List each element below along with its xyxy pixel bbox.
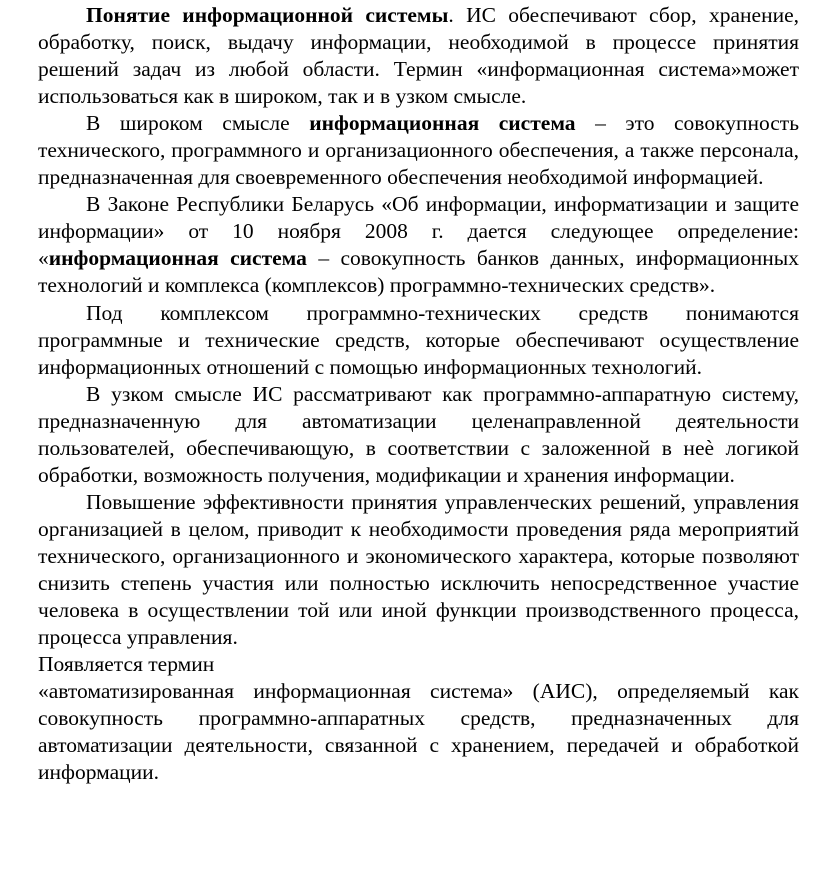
term-intro-line: Появляется термин	[38, 652, 215, 677]
term-information-system: информационная система	[309, 111, 576, 136]
paragraph-broad-sense	[38, 110, 799, 191]
paragraph-text: В Законе Республики Беларусь «Об информации, информатизации и защите информации» от 10 ноября 2008 г. дается следующее определение: «	[38, 192, 799, 271]
paragraph-is-concept	[38, 2, 799, 110]
paragraph-text: В узком смысле ИС рассматривают как программно-аппаратную систему, предназначенную для автоматизации целенаправленной деятельности пользователей, обеспечивающую, в соответствии с заложенной в неѐ логикой обработки, возможность получения, модификации и хранения информации.	[38, 381, 799, 487]
paragraph-narrow-sense	[38, 381, 799, 489]
paragraph-text: Повышение эффективности принятия управленческих решений, управления организацией в целом, приводит к необходимости проведения ряда мероприятий технического, организационного и экономического характера, которые позволяют снизить степень участия или полностью исключить непосредственное участие человека в осуществлении той или иной функции производственного процесса, процесса управления.	[38, 489, 799, 650]
term-is-concept: Понятие информационной системы	[86, 3, 449, 27]
paragraph-efficiency	[38, 489, 799, 651]
document-page	[38, 2, 799, 786]
paragraph-text: Под комплексом программно-технических средств понимаются программные и технические средств, которые обеспечивают осуществление информационных отношений с помощью информационных технологий.	[38, 300, 799, 379]
paragraph-text: . ИС обеспечивают сбор, хранение, обработку, поиск, выдачу информации, необходимой в процессе принятия решений задач из любой области. Термин «информационная система»может использоваться как в широком, так и в узком смысле.	[38, 3, 800, 109]
paragraph-text: – это совокупность технического, программного и организационного обеспечения, а также персонала, предназначенная для своевременного обеспечения необходимой информацией.	[38, 111, 799, 190]
term-information-system: информационная система	[48, 246, 307, 271]
paragraph-hardware-software-complex	[38, 300, 799, 381]
paragraph-text: – совокупность банков данных, информационных технологий и комплекса (комплексов) программно-технических средств».	[38, 246, 800, 298]
paragraph-text: В широком смысле	[86, 111, 310, 136]
paragraph-law-definition	[38, 191, 799, 299]
paragraph-ais-definition: «автоматизированная информационная система» (АИС), определяемый как совокупность программно-аппаратных средств, предназначенных для автоматизации деятельности, связанной с хранением, передачей и обработкой информации.	[38, 679, 799, 785]
